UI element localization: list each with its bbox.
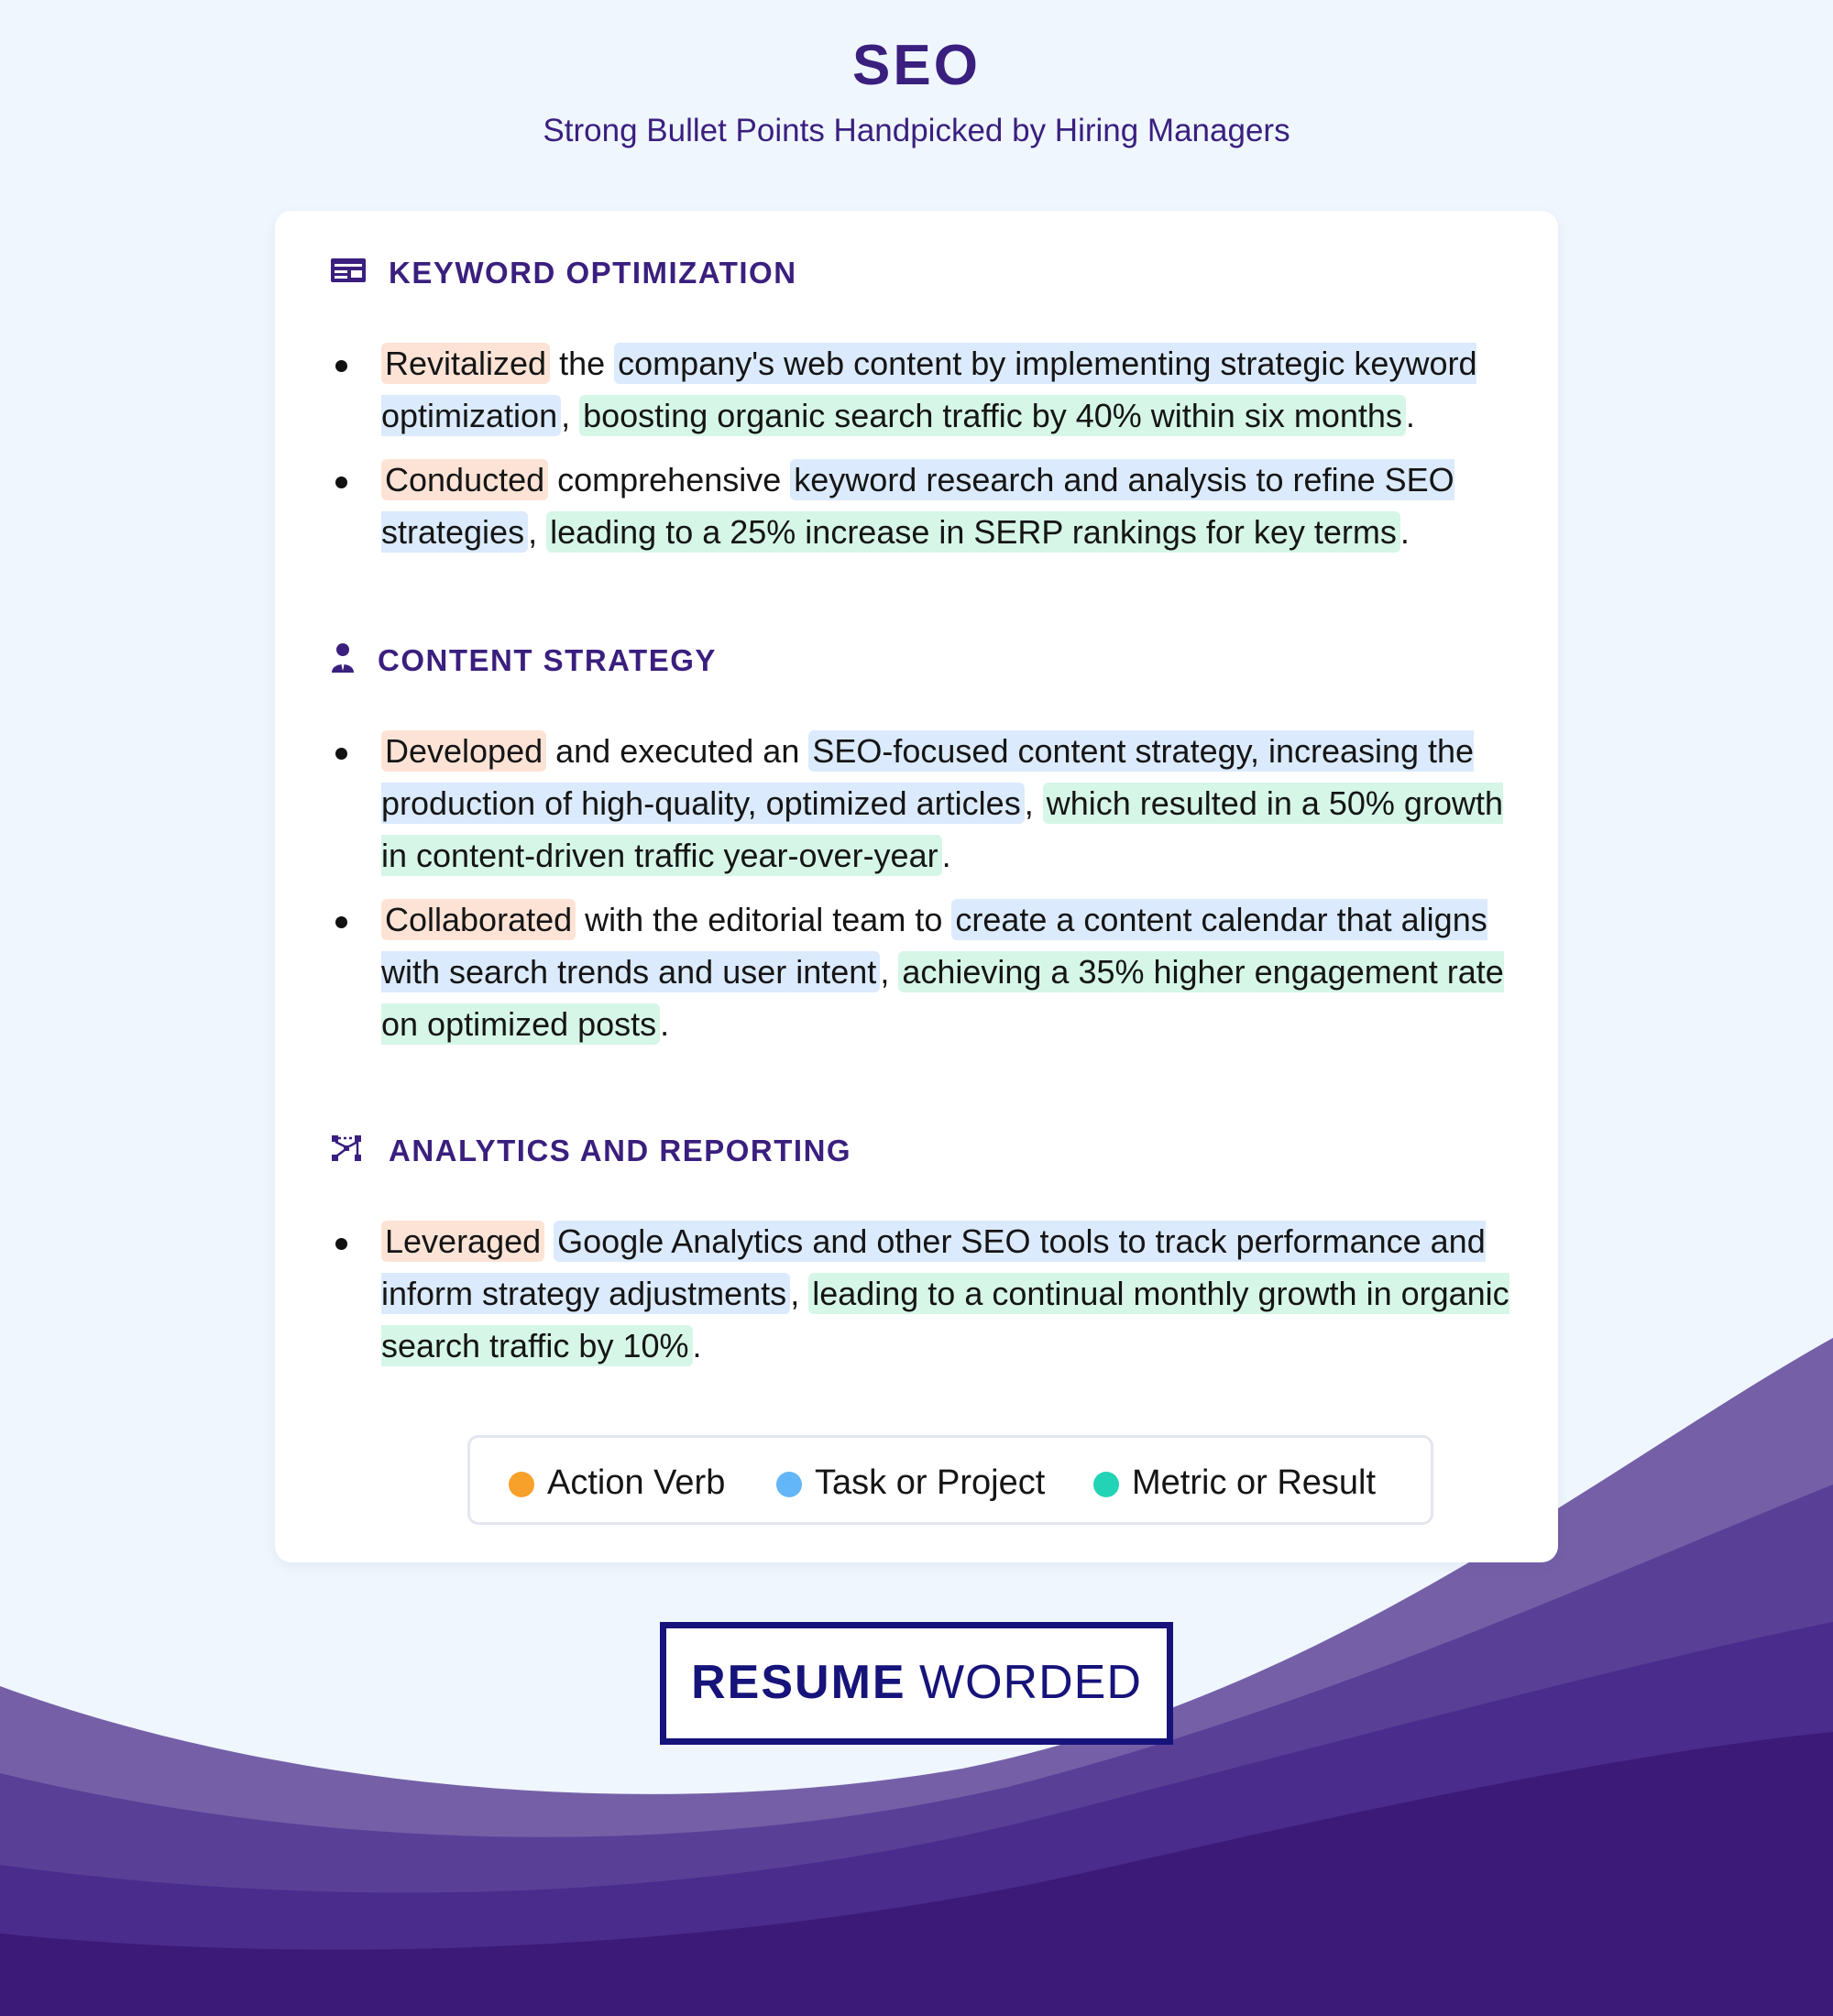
legend-item-task-or-project xyxy=(776,1463,1045,1503)
bullet-dot xyxy=(335,477,347,488)
network-nodes-icon xyxy=(330,1132,367,1165)
connector-text: . xyxy=(941,837,951,874)
metric-phrase: which resulted in a 50% growth in content-driven traffic year-over-year xyxy=(381,784,1503,874)
bullet-text xyxy=(381,454,1518,558)
legend-dot-teal xyxy=(1093,1472,1119,1497)
metric-phrase: boosting organic search traffic by 40% within six months xyxy=(579,395,1406,436)
logo-light-text: WORDED xyxy=(919,1656,1142,1709)
action-verb: Developed xyxy=(381,730,546,772)
bullet-card xyxy=(275,211,1558,1562)
section-title: KEYWORD OPTIMIZATION xyxy=(389,256,797,290)
legend-dot-orange xyxy=(509,1472,534,1497)
bullet-dot xyxy=(335,360,347,372)
action-verb: Revitalized xyxy=(381,343,550,384)
page-subtitle: Strong Bullet Points Handpicked by Hiring Managers xyxy=(543,113,1290,148)
connector-text: and executed an xyxy=(546,732,809,770)
action-verb: Conducted xyxy=(381,459,548,500)
legend-label: Action Verb xyxy=(547,1463,726,1502)
bullet-item xyxy=(335,893,1518,1050)
section-content-strategy xyxy=(275,641,1558,1043)
section-analytics-and-reporting xyxy=(275,1132,1558,1364)
connector-text: . xyxy=(692,1327,702,1364)
bullet-text xyxy=(381,337,1518,442)
bullet-dot xyxy=(335,748,347,760)
legend-dot-blue xyxy=(776,1472,802,1497)
legend-label: Metric or Result xyxy=(1132,1463,1377,1502)
user-tie-icon xyxy=(330,641,367,674)
section-title: CONTENT STRATEGY xyxy=(378,643,717,677)
metric-phrase: achieving a 35% higher engagement rate on optimized posts xyxy=(381,953,1504,1043)
id-card-icon xyxy=(330,254,367,287)
legend-label: Task or Project xyxy=(815,1463,1046,1502)
connector-text: with the editorial team to xyxy=(576,901,952,938)
task-phrase: create a content calendar that aligns with search trends and user intent xyxy=(381,901,1487,991)
bullet-dot xyxy=(335,1238,347,1250)
legend-item-metric-or-result xyxy=(1093,1463,1376,1503)
connector-text: . xyxy=(660,1005,670,1043)
resume-worded-logo xyxy=(660,1622,1173,1745)
bullet-list xyxy=(335,1215,1518,1372)
task-phrase: SEO-focused content strategy, increasing the production of high-quality, optimized articles xyxy=(381,732,1475,822)
bullet-list xyxy=(335,725,1518,1050)
task-phrase: Google Analytics and other SEO tools to track performance and inform strategy adjustments xyxy=(381,1222,1486,1312)
section-title: ANALYTICS AND REPORTING xyxy=(389,1134,852,1167)
connector-text: , xyxy=(528,513,547,551)
bullet-text xyxy=(381,725,1518,882)
bullet-item xyxy=(335,1215,1518,1372)
connector-text xyxy=(544,1222,554,1260)
connector-text: , xyxy=(561,397,580,434)
bullet-text xyxy=(381,1215,1518,1372)
connector-text: the xyxy=(550,345,615,382)
bullet-item xyxy=(335,725,1518,882)
connector-text: , xyxy=(1024,784,1043,822)
connector-text: , xyxy=(790,1275,809,1312)
bullet-item xyxy=(335,454,1518,558)
legend-item-action-verb xyxy=(509,1463,725,1503)
metric-phrase: leading to a 25% increase in SERP rankings for key terms xyxy=(546,511,1400,553)
task-phrase: company's web content by implementing strategic keyword optimization xyxy=(381,345,1477,434)
connector-text: comprehensive xyxy=(548,461,791,499)
connector-text: , xyxy=(880,953,899,991)
action-verb: Collaborated xyxy=(381,899,576,940)
connector-text: . xyxy=(1399,513,1410,551)
action-verb: Leveraged xyxy=(381,1221,544,1262)
bullet-dot xyxy=(335,916,347,928)
task-phrase: keyword research and analysis to refine SEO strategies xyxy=(381,461,1454,551)
connector-text: . xyxy=(1405,397,1415,434)
bullet-item xyxy=(335,337,1518,442)
highlight-legend xyxy=(467,1435,1433,1525)
metric-phrase: leading to a continual monthly growth in organic search traffic by 10% xyxy=(381,1275,1509,1364)
page-title: SEO xyxy=(852,34,981,97)
bullet-list xyxy=(335,337,1518,558)
section-keyword-optimization xyxy=(275,254,1558,551)
logo-bold-text: RESUME xyxy=(691,1656,906,1709)
bullet-text xyxy=(381,893,1518,1050)
